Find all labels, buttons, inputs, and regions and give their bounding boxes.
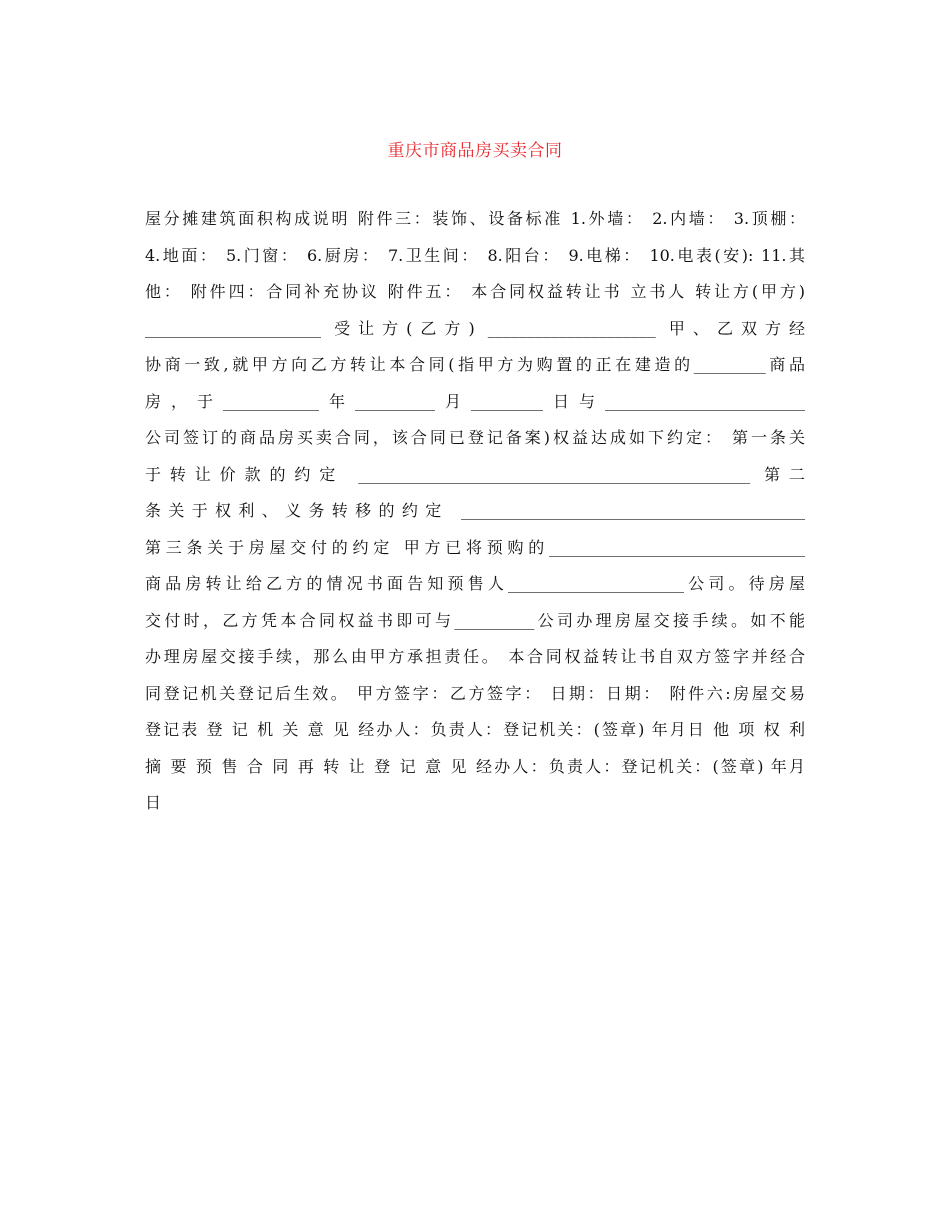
body-line: 登记表 登 记 机 关 意 见 经办人：负责人：登记机关：(签章) 年月日 他 项 权 利 — [145, 720, 805, 739]
body-line: 房，于____________年__________月_________日与_________________________ — [145, 391, 805, 411]
body-line: 同登记机关登记后生效。 甲方签字：乙方签字： 日期：日期： 附件六:房屋交易 — [145, 683, 805, 703]
body-line: 于转让价款的约定 _________________________________________________ 第二 — [145, 464, 805, 484]
body-line: 公司签订的商品房买卖合同，该合同已登记备案)权益达成如下约定： 第一条关 — [145, 428, 805, 447]
body-line: 条关于权利、义务转移的约定 ___________________________________________ — [145, 501, 805, 520]
body-line: 办理房屋交接手续，那么由甲方承担责任。 本合同权益转让书自双方签字并经合 — [145, 647, 805, 666]
document-body — [145, 201, 805, 822]
body-line: 日 — [145, 793, 162, 812]
body-line: 4.地面： 5.门窗： 6.厨房： 7.卫生间： 8.阳台： 9.电梯： 10.电表(安): 11.其 — [145, 245, 805, 265]
document-title: 重庆市商品房买卖合同 — [387, 141, 563, 161]
body-line: 交付时，乙方凭本合同权益书即可与__________公司办理房屋交接手续。如不能 — [145, 610, 805, 630]
body-line: 第三条关于房屋交付的约定 甲方已将预购的________________________________ — [145, 537, 805, 557]
body-line: 摘 要 预 售 合 同 再 转 让 登 记 意 见 经办人：负责人：登记机关：(签章) 年月 — [145, 756, 805, 776]
body-line: 他： 附件四：合同补充协议 附件五： 本合同权益转让书 立书人 转让方(甲方) — [145, 282, 805, 301]
body-line: ______________________ 受让方(乙方) _____________________ 甲、乙双方经 — [145, 318, 805, 338]
body-line: 商品房转让给乙方的情况书面告知预售人______________________公司。待房屋 — [145, 574, 805, 593]
body-line: 协商一致,就甲方向乙方转让本合同(指甲方为购置的正在建造的_________商品 — [145, 355, 805, 374]
body-line: 屋分摊建筑面积构成说明 附件三：装饰、设备标准 1.外墙： 2.内墙： 3.顶棚： — [145, 209, 805, 228]
